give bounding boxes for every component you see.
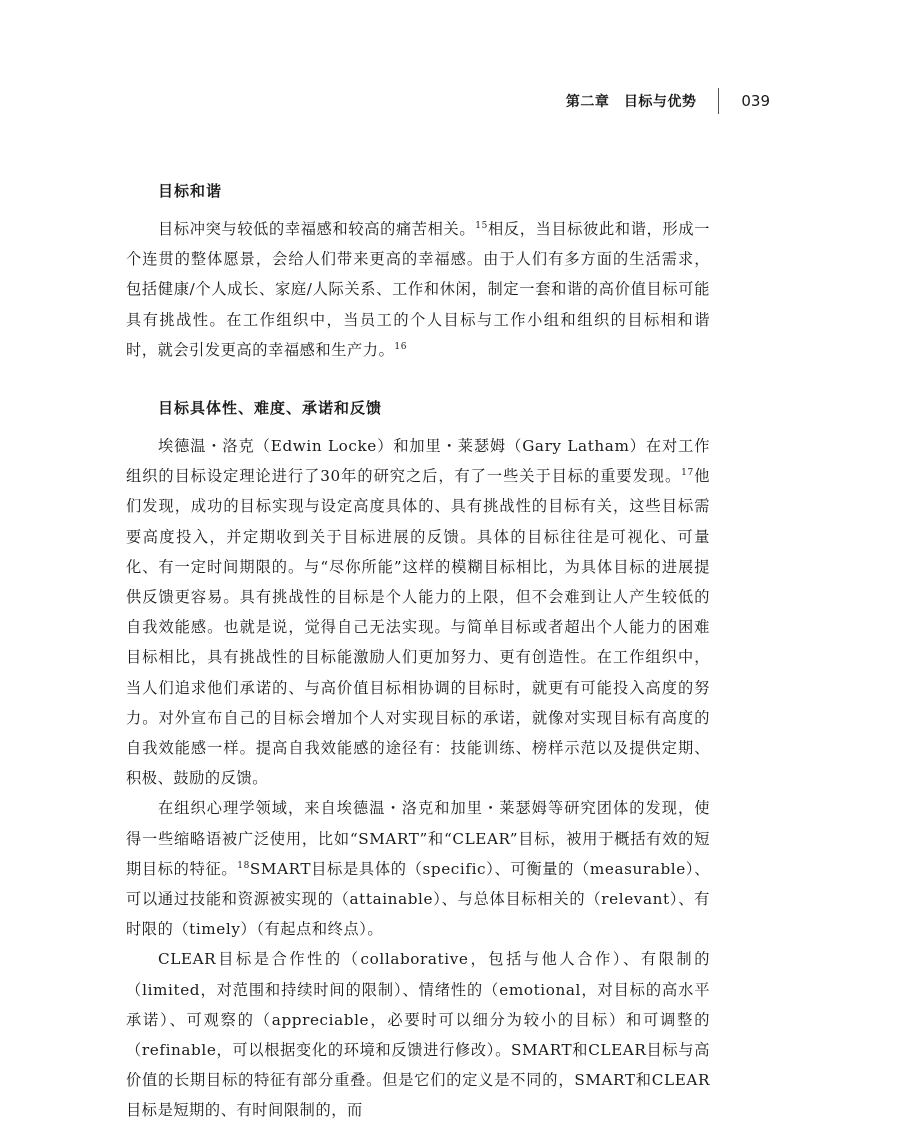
paragraph-text: 相反，当目标彼此和谐，形成一个连贯的整体愿景，会给人们带来更高的幸福感。由于人们有多方面的生活需求，包括健康/个人成长、家庭/人际关系、工作和休闲，制定一套和谐的高价值目标可能具有挑战性。在工作组织中，当员工的个人目标与工作小组和组织的目标相和谐时，就会引发更高的幸福感和生产力。 — [126, 220, 711, 359]
running-header — [566, 88, 770, 114]
paragraph — [126, 214, 710, 365]
footnote-ref: 15 — [475, 220, 488, 231]
page-number: 039 — [741, 92, 770, 110]
header-divider — [718, 88, 719, 114]
paragraph-text: 在组织心理学领域，来自埃德温・洛克和加里・莱瑟姆等研究团体的发现，使得一些缩略语被广泛使用，比如“SMART”和“CLEAR”目标，被用于概括有效的短期目标的特征。 — [126, 799, 710, 878]
paragraph-text: 埃德温・洛克（Edwin Locke）和加里・莱瑟姆（Gary Latham）在对工作组织的目标设定理论进行了30年的研究之后，有了一些关于目标的重要发现。 — [126, 437, 710, 486]
page-body — [126, 178, 710, 1126]
footnote-ref: 18 — [237, 860, 250, 871]
paragraph-text: SMART目标是具体的（specific）、可衡量的（measurable）、可以通过技能和资源被实现的（attainable）、与总体目标相关的（relevant）、有时限的（timely）（有起点和终点）。 — [126, 859, 710, 939]
paragraph-text: 目标冲突与较低的幸福感和较高的痛苦相关。 — [158, 220, 476, 238]
paragraph: CLEAR目标是合作性的（collaborative，包括与他人合作）、有限制的（limited，对范围和持续时间的限制）、情绪性的（emotional，对目标的高水平承诺）、可观察的（appreciable，必要时可以细分为较小的目标）和可调整的（refinable，可以根据变化的环境和反馈进行修改）。SMART和CLEAR目标与高价值的长期目标的特征有部分重叠。但是它们的定义是不同的，SMART和CLEAR目标是短期的、有时间限制的，而 — [126, 950, 710, 1120]
footnote-ref: 16 — [394, 341, 408, 352]
paragraph — [126, 793, 710, 944]
section-heading-goal-specificity: 目标具体性、难度、承诺和反馈 — [158, 399, 383, 418]
chapter-title: 第二章 目标与优势 — [565, 94, 697, 110]
paragraph — [126, 431, 710, 793]
paragraph-text: 他们发现，成功的目标实现与设定高度具体的、具有挑战性的目标有关，这些目标需要高度投入，并定期收到关于目标进展的反馈。具体的目标往往是可视化、可量化、有一定时间期限的。与“尽你所能”这样的模糊目标相比，为具体目标的进展提供反馈更容易。具有挑战性的目标是个人能力的上限，但不会难到让人产生较低的自我效能感。也就是说，觉得自己无法实现。与简单目标或者超出个人能力的困难目标相比，具有挑战性的目标能激励人们更加努力、更有创造性。在工作组织中，当人们追求他们承诺的、与高价值目标相协调的目标时，就更有可能投入高度的努力。对外宣布自己的目标会增加个人对实现目标的承诺，就像对实现目标有高度的自我效能感一样。提高自我效能感的途径有：技能训练、榜样示范以及提供定期、积极、鼓励的反馈。 — [126, 467, 711, 788]
footnote-ref: 17 — [681, 468, 694, 479]
section-heading-goal-harmony: 目标和谐 — [158, 182, 223, 200]
